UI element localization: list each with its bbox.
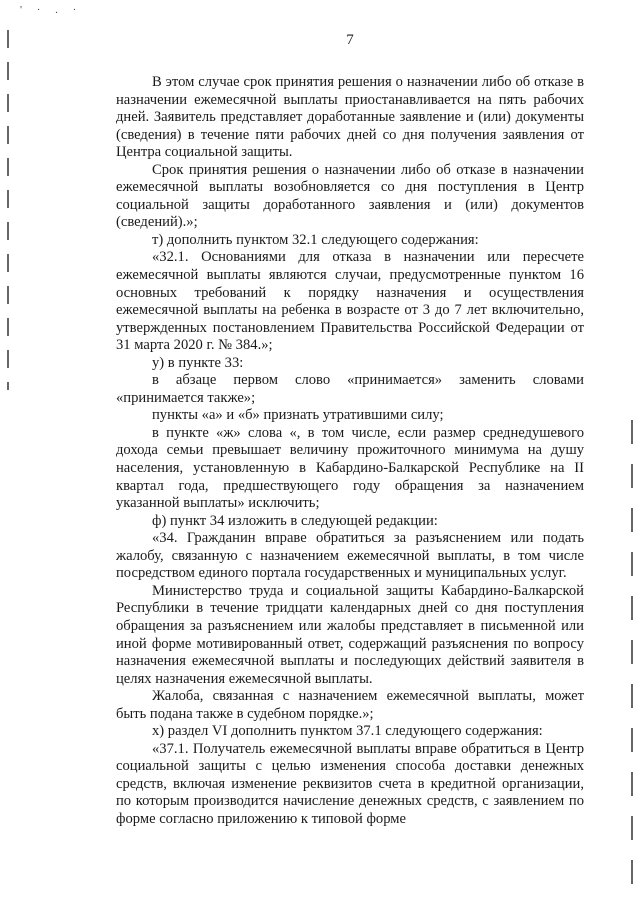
paragraph: в абзаце первом слово «принимается» заменить словами «принимается также»; [116,372,584,406]
scan-edge-right [631,420,633,890]
document-body [116,74,584,829]
page-number: 7 [346,32,354,48]
scan-edge-left [7,30,9,390]
paragraph: х) раздел VI дополнить пунктом 37.1 следующего содержания: [152,723,543,740]
paragraph: Срок принятия решения о назначении либо об отказе в назначении ежемесячной выплаты возобновляется со дня поступления в Центр социальной защиты доработанного заявления и (или) документов (сведений).»; [116,161,584,231]
paragraph: В этом случае срок принятия решения о назначении либо об отказе в назначении ежемесячной выплаты приостанавливается на пять рабочих дней. Заявитель представляет доработанные заявление и (или) документы (сведения) в течение пяти рабочих дней со дня получения заявления от Центра социальной защиты. [116,74,584,161]
paragraph: т) дополнить пунктом 32.1 следующего содержания: [152,231,479,248]
paragraph: у) в пункте 33: [152,354,244,371]
paragraph: «37.1. Получатель ежемесячной выплаты вправе обратиться в Центр социальной защиты с целью изменения способа доставки денежных средств, включая изменение реквизитов счета в кредитной организации, по которым производится начисление денежных средств, с заявлением по форме согласно приложению к типовой форме [116,740,584,827]
paragraph: «34. Гражданин вправе обратиться за разъяснением или подать жалобу, связанную с назначением ежемесячной выплаты, в том числе посредством единого портала государственных и муниципальных услуг. [116,530,584,582]
paragraph: ф) пункт 34 изложить в следующей редакции: [152,512,438,529]
paragraph: Жалоба, связанная с назначением ежемесячной выплаты, может быть подана также в судебном порядке.»; [116,688,584,722]
paragraph: Министерство труда и социальной защиты Кабардино-Балкарской Республики в течение тридцати календарных дней со дня поступления обращения за разъяснением или жалобы представляет в письменной или иной форме мотивированный ответ, содержащий разъяснения по вопросу назначения ежемесячной выплаты и последующих действий заявителя в целях назначения ежемесячной выплаты. [116,582,584,687]
paragraph: пункты «а» и «б» признать утратившими силу; [152,407,444,424]
paragraph: в пункте «ж» слова «, в том числе, если размер среднедушевого дохода семьи превышает величину прожиточного минимума на душу населения, установленную в Кабардино-Балкарской Республике на II квартал года, предшествующего году обращения за назначением указанной выплаты» исключить; [116,424,584,512]
scan-artifact-dots: ' · . · [20,4,83,16]
paragraph: «32.1. Основаниями для отказа в назначении или пересчете ежемесячной выплаты являются случаи, предусмотренные пунктом 16 основных требований к порядку назначения и осуществления ежемесячной выплаты на ребенка в возрасте от 3 до 7 лет включительно, утвержденных постановлением Правительства Российской Федерации от 31 марта 2020 г. № 384.»; [116,249,584,354]
